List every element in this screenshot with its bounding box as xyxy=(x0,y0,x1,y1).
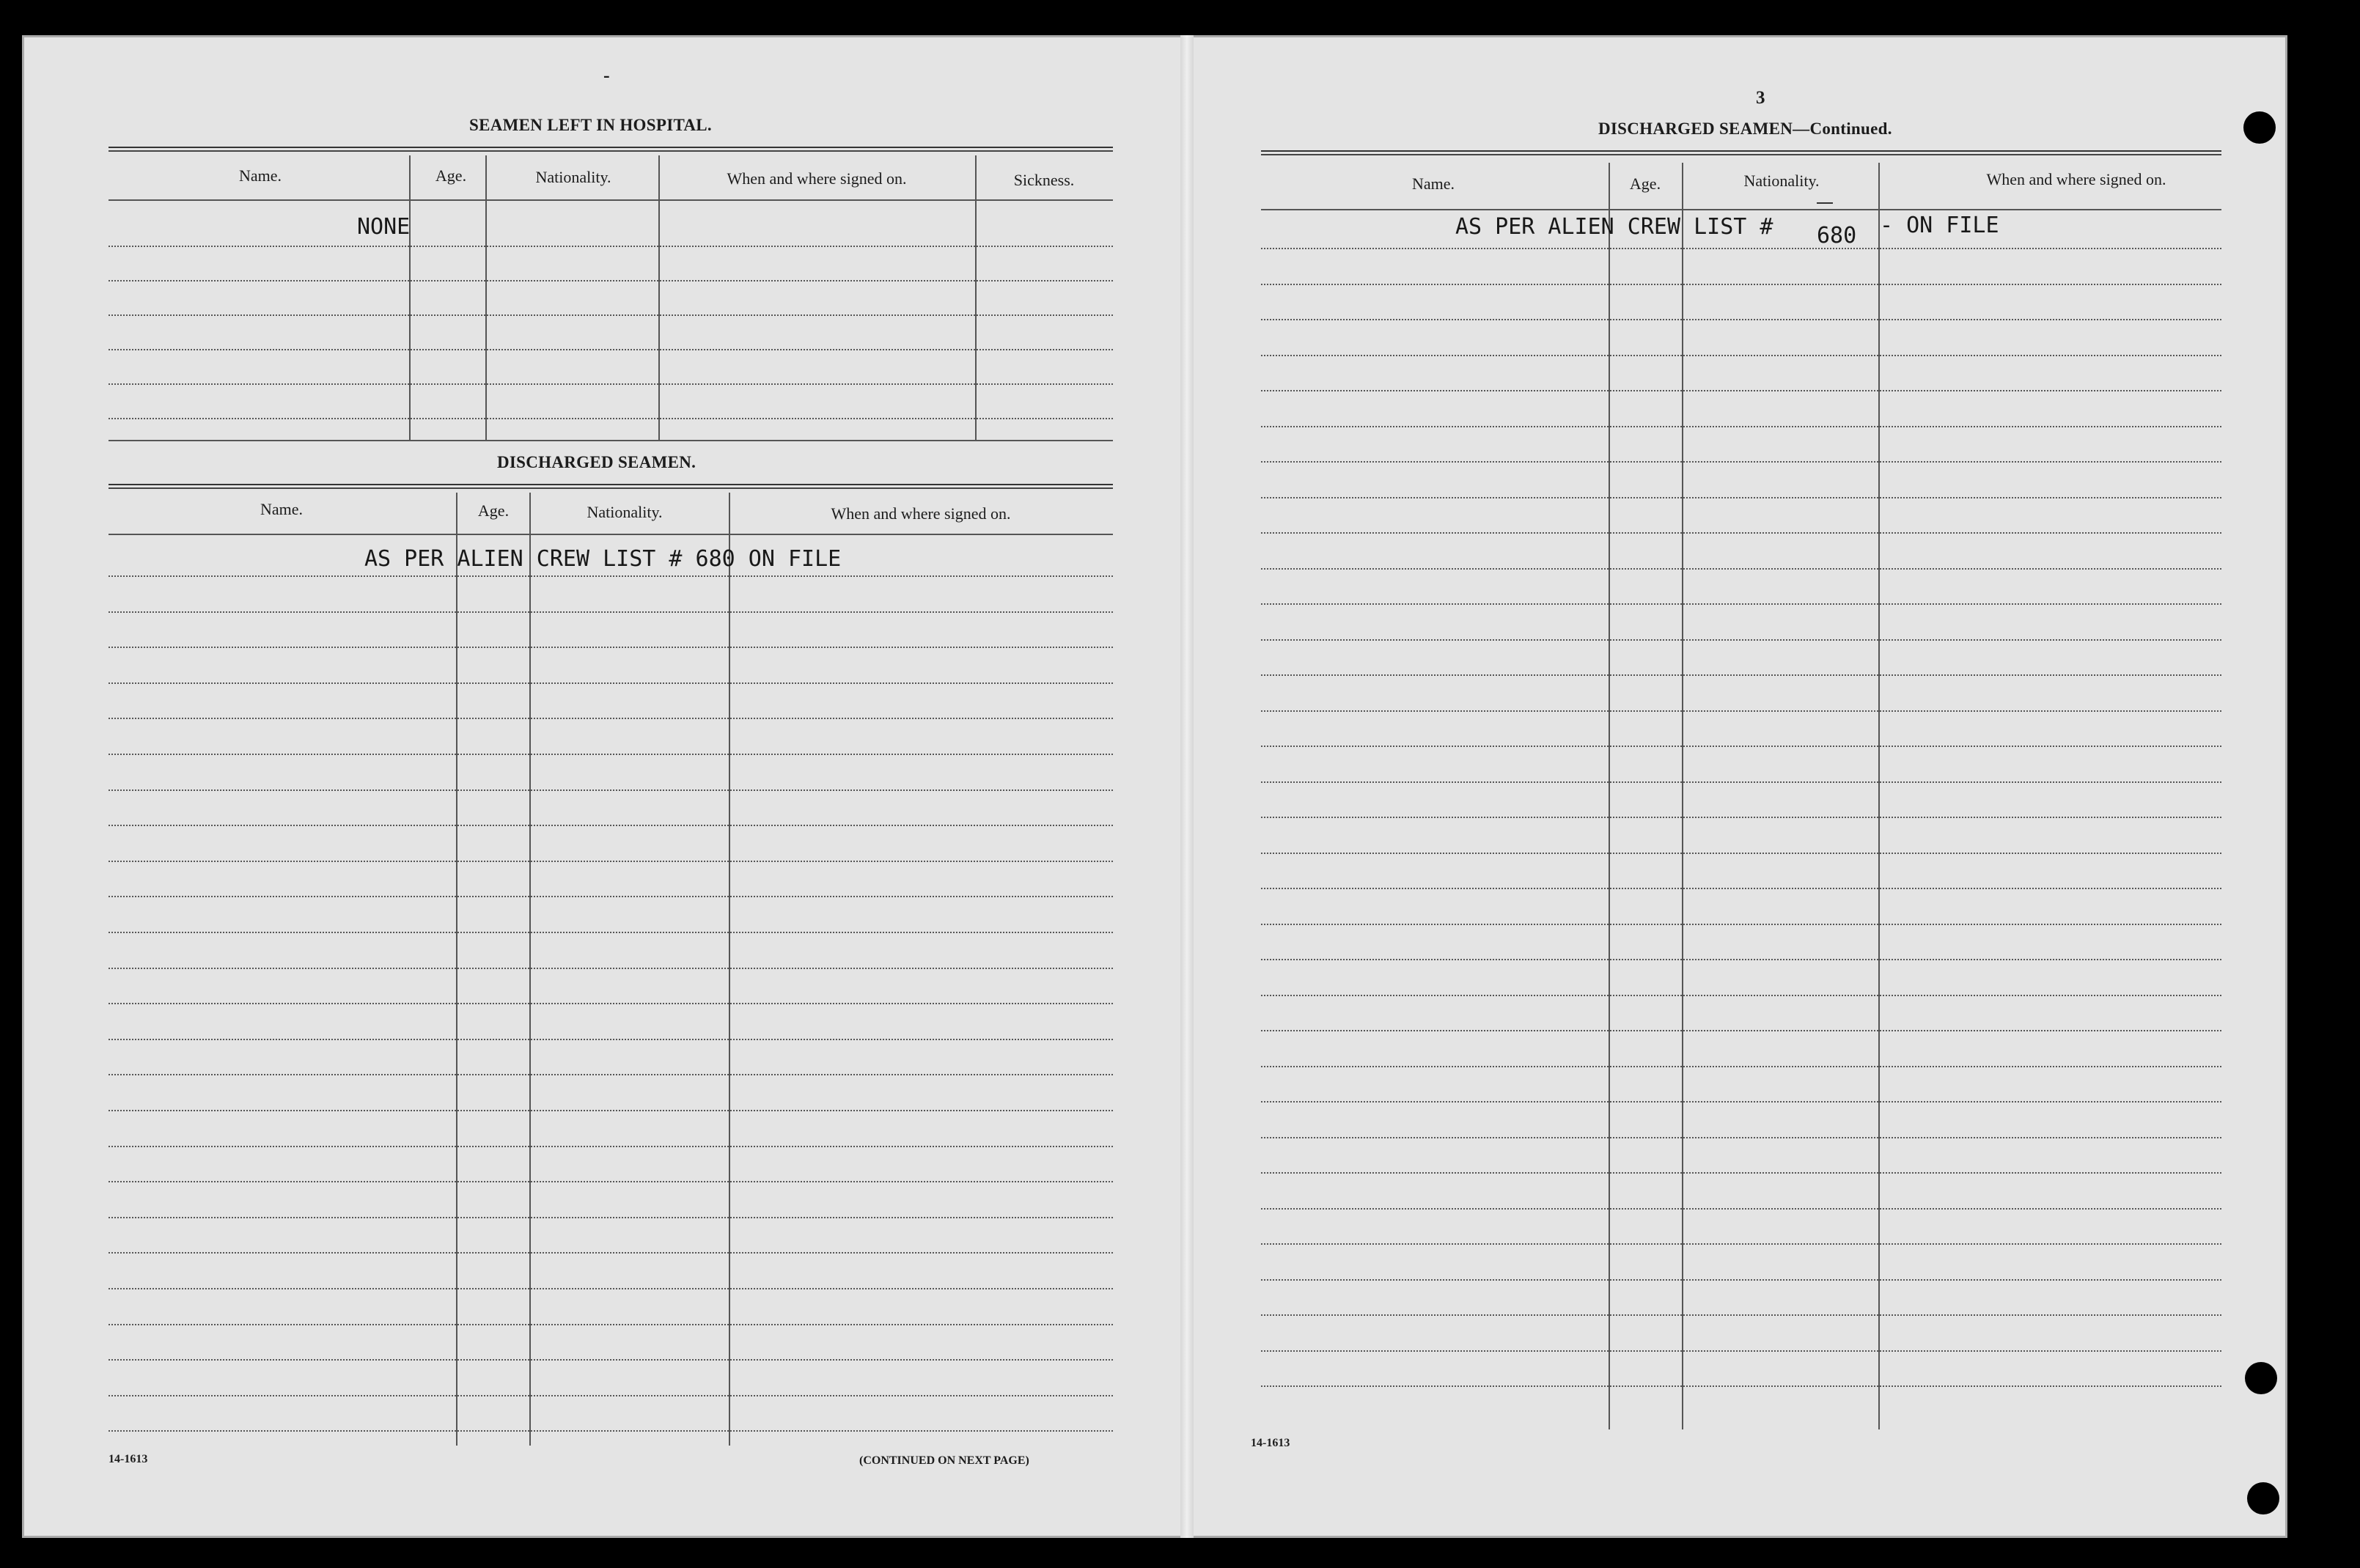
right-entry-number: 680 xyxy=(1817,223,1857,249)
hospital-col-age: Age. xyxy=(435,166,467,185)
hospital-col-signed-on: When and where signed on. xyxy=(727,169,907,188)
ruled-line xyxy=(109,825,1113,826)
ruled-line xyxy=(109,611,1113,613)
ruled-line xyxy=(1261,532,2221,534)
page-fold xyxy=(1180,35,1194,1538)
right-entry-prefix: AS PER ALIEN CREW LIST # xyxy=(1455,214,1773,240)
right-entry-suffix: - ON FILE xyxy=(1880,213,1999,238)
ruled-line xyxy=(1261,1350,2221,1352)
ruled-line xyxy=(1261,959,2221,960)
ruled-line xyxy=(1261,1137,2221,1138)
ruled-line xyxy=(1261,1172,2221,1174)
ruled-line xyxy=(1261,497,2221,498)
document-sheet xyxy=(22,35,2287,1538)
ruled-line xyxy=(1261,1385,2221,1387)
ruled-line xyxy=(109,1074,1113,1075)
ruled-line xyxy=(109,383,1113,385)
ruled-line xyxy=(1261,1208,2221,1210)
ruled-line xyxy=(109,932,1113,933)
ruled-line xyxy=(1261,390,2221,391)
ruled-line xyxy=(1261,461,2221,463)
discharged-header-rule xyxy=(109,534,1113,535)
hospital-col-divider xyxy=(409,155,411,441)
ruled-line xyxy=(109,1324,1113,1325)
ruled-line xyxy=(1261,888,2221,889)
ruled-line xyxy=(109,1003,1113,1004)
ruled-line xyxy=(109,575,1113,577)
discharged-col-divider xyxy=(529,493,531,1446)
hospital-col-divider xyxy=(485,155,487,441)
ruled-line xyxy=(1261,995,2221,996)
ruled-line xyxy=(1261,426,2221,427)
hospital-col-divider xyxy=(975,155,977,441)
ruled-line xyxy=(1261,319,2221,320)
ruled-line xyxy=(109,861,1113,862)
right-col-divider xyxy=(1878,163,1880,1429)
hospital-col-name: Name. xyxy=(238,166,282,185)
right-col-signed-on: When and where signed on. xyxy=(1986,170,2166,188)
ruled-line xyxy=(1261,746,2221,747)
ruled-line xyxy=(109,314,1113,316)
hospital-section-title: SEAMEN LEFT IN HOSPITAL. xyxy=(469,116,712,134)
hospital-col-divider xyxy=(658,155,660,441)
ruled-line xyxy=(109,682,1113,684)
ruled-line xyxy=(109,1288,1113,1289)
discharged-table-top-rule xyxy=(109,484,1113,485)
ruled-line xyxy=(109,1359,1113,1361)
ruled-line xyxy=(109,1252,1113,1254)
right-form-number: 14-1613 xyxy=(1251,1437,1290,1449)
punch-hole xyxy=(2243,111,2276,144)
right-col-divider xyxy=(1609,163,1610,1429)
right-table-top-rule xyxy=(1261,150,2221,152)
ruled-line xyxy=(109,1395,1113,1396)
ruled-line xyxy=(1261,248,2221,249)
ruled-line xyxy=(1261,924,2221,925)
ruled-line xyxy=(109,647,1113,648)
right-col-nationality: Nationality. xyxy=(1743,172,1820,190)
discharged-entry-text: AS PER ALIEN CREW LIST # 680 ON FILE xyxy=(364,546,842,572)
ruled-line xyxy=(109,718,1113,719)
ruled-line xyxy=(109,246,1113,247)
ruled-line xyxy=(1261,710,2221,712)
right-section-title: DISCHARGED SEAMEN—Continued. xyxy=(1598,119,1892,138)
ruled-line xyxy=(109,754,1113,755)
ruled-line xyxy=(1261,1314,2221,1316)
ruled-line xyxy=(1261,1279,2221,1281)
discharged-section-title: DISCHARGED SEAMEN. xyxy=(497,453,696,471)
ruled-line xyxy=(109,1181,1113,1182)
page-marker: - xyxy=(603,65,610,86)
discharged-col-nationality: Nationality. xyxy=(587,503,663,521)
ruled-line xyxy=(1261,603,2221,605)
discharged-col-name: Name. xyxy=(260,500,304,518)
ruled-line xyxy=(1261,853,2221,854)
right-col-name: Name. xyxy=(1411,174,1455,193)
discharged-col-signed-on: When and where signed on. xyxy=(831,504,1011,523)
ruled-line xyxy=(1261,674,2221,676)
ruled-line xyxy=(1261,355,2221,356)
punch-hole xyxy=(2247,1482,2279,1514)
ruled-line xyxy=(109,1110,1113,1111)
ruled-line xyxy=(1261,781,2221,783)
ruled-line xyxy=(109,349,1113,350)
hospital-table-top-rule xyxy=(109,147,1113,148)
right-header-rule xyxy=(1261,209,2221,210)
left-form-number: 14-1613 xyxy=(109,1453,148,1465)
ruled-line xyxy=(1261,1243,2221,1245)
ruled-line xyxy=(109,1146,1113,1147)
ruled-line xyxy=(1261,639,2221,641)
ruled-line xyxy=(109,896,1113,897)
discharged-col-age: Age. xyxy=(477,501,510,520)
hospital-entry-text: NONE xyxy=(357,214,411,240)
hospital-header-rule xyxy=(109,199,1113,201)
hospital-col-sickness: Sickness. xyxy=(1013,171,1075,189)
punch-hole xyxy=(2245,1362,2277,1394)
ruled-line xyxy=(109,968,1113,969)
hospital-col-nationality: Nationality. xyxy=(535,168,611,186)
right-col-divider xyxy=(1682,163,1683,1429)
ruled-line xyxy=(1261,1066,2221,1067)
handwritten-dash xyxy=(1817,202,1833,204)
discharged-col-divider xyxy=(456,493,457,1446)
ruled-line xyxy=(1261,568,2221,570)
right-col-age: Age. xyxy=(1629,174,1661,193)
page-number: 3 xyxy=(1756,88,1765,108)
ruled-line xyxy=(1261,284,2221,285)
discharged-col-divider xyxy=(729,493,730,1446)
ruled-line xyxy=(109,1217,1113,1218)
ruled-line xyxy=(109,1039,1113,1040)
ruled-line xyxy=(1261,1030,2221,1031)
ruled-line xyxy=(109,280,1113,281)
ruled-line xyxy=(1261,817,2221,818)
ruled-line xyxy=(109,1430,1113,1432)
ruled-line xyxy=(109,789,1113,791)
ruled-line xyxy=(1261,1101,2221,1103)
ruled-line xyxy=(109,418,1113,419)
hospital-table-bottom-rule xyxy=(109,440,1113,441)
continued-note: (CONTINUED ON NEXT PAGE) xyxy=(859,1454,1029,1467)
